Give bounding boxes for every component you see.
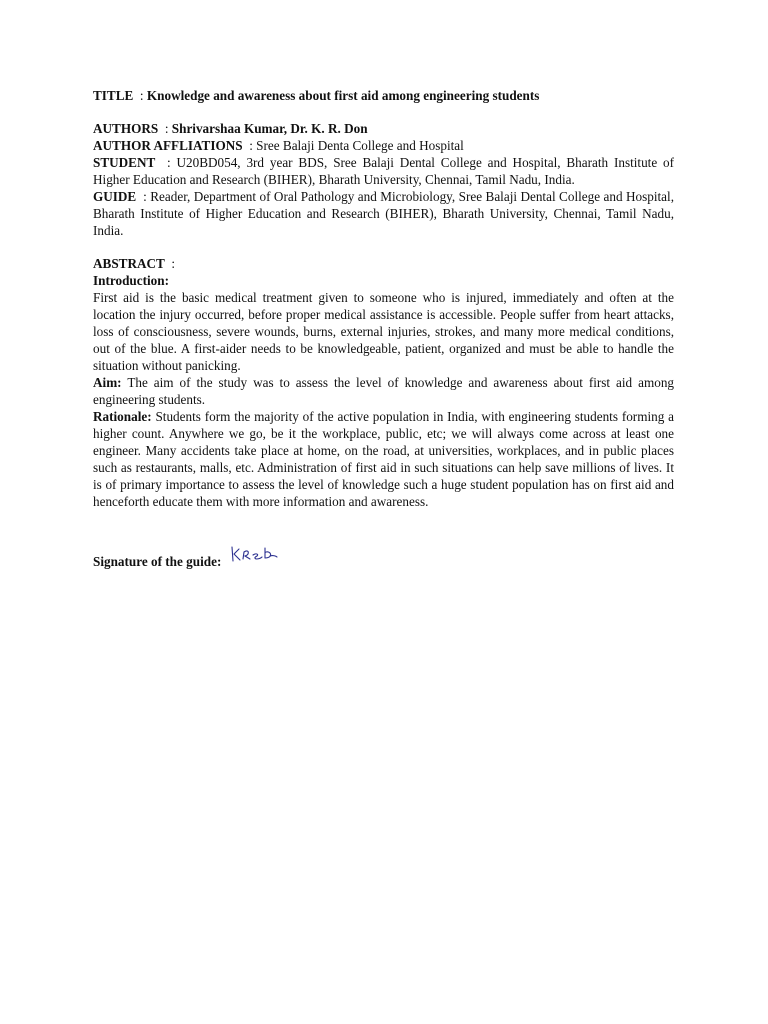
aim-label: Aim: [93,375,122,390]
title-label: TITLE [93,88,134,103]
student-paragraph [93,154,674,188]
guide-separator: : [139,189,151,204]
authors-value: Shrivarshaa Kumar, Dr. K. R. Don [171,121,368,136]
guide-value: Reader, Department of Oral Pathology and Microbiology, Sree Balaji Dental College and Hospital, Bharath Institute of Higher Education and Research (BIHER), Bharath University, Chennai, Tamil Nadu, India. [93,189,674,238]
student-value: U20BD054, 3rd year BDS, Sree Balaji Dental College and Hospital, Bharath Institute of Higher Education and Research (BIHER), Bharath University, Chennai, Tamil Nadu, India. [93,155,675,187]
student-label: STUDENT [93,155,156,170]
affiliations-line [93,137,674,154]
introduction-paragraph: First aid is the basic medical treatment given to someone who is injured, immediately and often at the location the injury occurred, before proper medical assistance is accessible. People suffer from heart attacks, loss of consciousness, severe wounds, burns, external injuries, strokes, and many more medical conditions, out of the blue. A first-aider needs to be knowledgeable, patient, organized and must be able to handle the situation without panicking. [93,290,674,373]
title-value: Knowledge and awareness about first aid among engineering students [146,88,540,103]
rationale-label: Rationale: [93,409,152,424]
spacer [93,239,674,255]
signature-row [93,544,674,570]
abstract-separator: : [168,256,176,271]
guide-label: GUIDE [93,189,137,204]
authors-separator: : [161,121,172,136]
guide-paragraph [93,188,674,239]
title-line [93,87,674,104]
affiliations-value: Sree Balaji Denta College and Hospital [256,138,464,153]
handwritten-signature [229,544,279,566]
authors-label: AUTHORS [93,121,159,136]
affiliations-label: AUTHOR AFFLIATIONS [93,138,243,153]
affiliations-separator: : [245,138,257,153]
rationale-paragraph [93,408,674,510]
spacer [93,510,674,544]
abstract-label: ABSTRACT [93,256,165,271]
student-separator: : [161,155,177,170]
spacer [93,104,674,120]
abstract-heading-line [93,255,674,272]
signature-label: Signature of the guide: [93,554,222,569]
rationale-text: Students form the majority of the active population in India, with engineering students forming a higher count. Anywhere we go, be it the workplace, public, etc; we will always come across at least one engineer. Many accidents take place at home, on the road, at universities, workplaces, and in public places such as restaurants, malls, etc. Administration of first aid in such situations can help save millions of lives. It is of primary importance to assess the level of knowledge such a huge student population has on first aid and henceforth educate them with more information and awareness. [93,409,675,509]
document-page [93,87,674,570]
authors-line [93,120,674,137]
aim-paragraph [93,374,674,408]
introduction-heading: Introduction: [93,273,169,288]
aim-text: The aim of the study was to assess the level of knowledge and awareness about first aid among engineering students. [93,375,675,407]
title-separator: : [136,88,147,103]
